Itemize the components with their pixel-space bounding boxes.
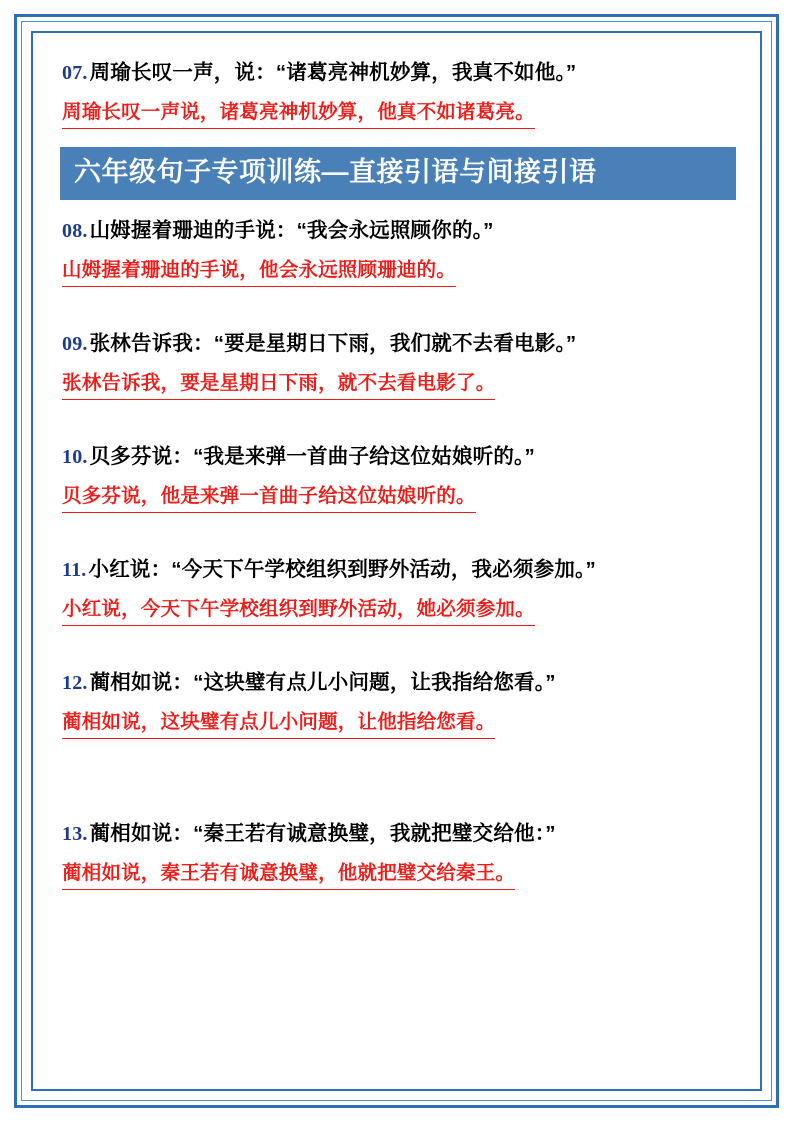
answer-text-11: 小红说，今天下午学校组织到野外活动，她必须参加。 [62, 595, 535, 626]
question-body-08: 山姆握着珊迪的手说：“我会永远照顾你的。” [89, 219, 494, 243]
exercise-item-11 [62, 555, 734, 626]
answer-text-10: 贝多芬说，他是来弹一首曲子给这位姑娘听的。 [62, 482, 476, 513]
question-number-09: 09. [62, 333, 88, 356]
question-body-10: 贝多芬说：“我是来弹一首曲子给这位姑娘听的。” [89, 445, 535, 469]
banner-title: 六年级句子专项训练—直接引语与间接引语 [60, 147, 736, 200]
spacer [62, 418, 734, 442]
question-number-13: 13. [62, 823, 88, 846]
question-text-13 [62, 819, 734, 850]
question-text-08 [62, 216, 734, 247]
answer-text-12: 蔺相如说，这块璧有点儿小问题，让他指给您看。 [62, 708, 495, 739]
question-text-11 [62, 555, 734, 586]
spacer [62, 644, 734, 668]
worksheet-content [62, 58, 734, 908]
answer-text-13: 蔺相如说，秦王若有诚意换璧，他就把璧交给秦王。 [62, 859, 515, 890]
spacer [62, 531, 734, 555]
question-body-12: 蔺相如说：“这块璧有点儿小问题，让我指给您看。” [89, 671, 556, 695]
question-number-07: 07. [62, 62, 88, 84]
question-number-08: 08. [62, 220, 88, 243]
spacer [62, 305, 734, 329]
question-text-10 [62, 442, 734, 473]
exercise-item-12 [62, 668, 734, 739]
exercise-item-10 [62, 442, 734, 513]
question-number-10: 10. [62, 446, 88, 469]
question-body-13: 蔺相如说：“秦王若有诚意换璧，我就把璧交给他：” [89, 822, 556, 846]
exercise-item-08 [62, 216, 734, 287]
question-body-11: 小红说：“今天下午学校组织到野外活动，我必须参加。” [88, 558, 596, 582]
question-number-12: 12. [62, 672, 88, 695]
question-number-11: 11. [62, 559, 87, 582]
answer-text-09: 张林告诉我，要是星期日下雨，就不去看电影了。 [62, 369, 495, 400]
question-body-09: 张林告诉我：“要是星期日下雨，我们就不去看电影。” [89, 332, 577, 356]
question-text-09 [62, 329, 734, 360]
exercise-item-09 [62, 329, 734, 400]
question-text-07 [62, 58, 734, 89]
exercise-item-13 [62, 819, 734, 890]
answer-text-07: 周瑜长叹一声说，诸葛亮神机妙算，他真不如诸葛亮。 [62, 98, 535, 129]
question-text-12 [62, 668, 734, 699]
answer-text-08: 山姆握着珊迪的手说，他会永远照顾珊迪的。 [62, 256, 456, 287]
exercise-item-07 [62, 58, 734, 129]
spacer [62, 757, 734, 819]
question-body-07: 周瑜长叹一声，说：“诸葛亮神机妙算，我真不如他。” [89, 61, 577, 84]
